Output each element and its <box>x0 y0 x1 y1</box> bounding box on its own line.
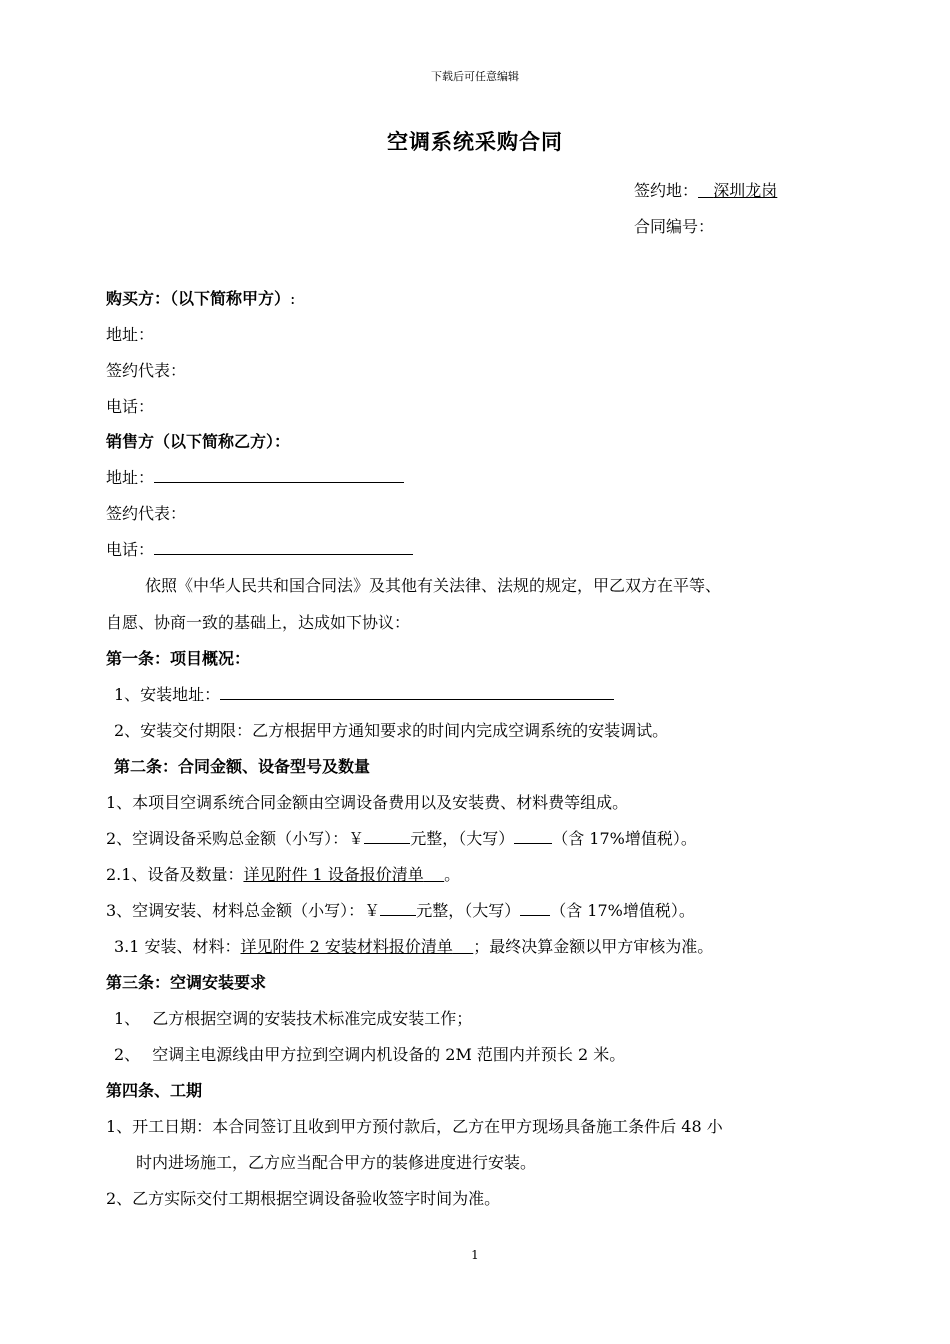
article-4-item-1-line-1: 1、开工日期：本合同签订且收到甲方预付款后，乙方在甲方现场具备施工条件后 48 小 <box>106 1117 723 1136</box>
buyer-heading: 购买方：（以下简称甲方）: <box>106 289 296 308</box>
sign-place-label: 签约地： <box>634 181 699 200</box>
sign-place <box>634 181 878 201</box>
seller-address-blank <box>154 468 404 483</box>
buyer-phone-label: 电话： <box>106 397 155 416</box>
intro-line-2: 自愿、协商一致的基础上，达成如下协议： <box>106 613 411 632</box>
page-number: 1 <box>471 1248 479 1262</box>
article-4-item-1-line-2: 时内进场施工，乙方应当配合甲方的装修进度进行安装。 <box>136 1153 537 1172</box>
article-2-item-3-1: 3.1 安装、材料：详见附件 2 安装材料报价清单 ；最终决算金额以甲方审核为准。 <box>114 937 714 956</box>
sign-place-value: 深圳龙岗 <box>713 181 778 200</box>
article-2-item-2-1: 2.1、设备及数量：详见附件 1 设备报价清单 。 <box>106 865 461 884</box>
attachment-2-ref: 详见附件 2 安装材料报价清单 <box>240 937 453 956</box>
install-amount-blank <box>380 901 416 916</box>
seller-rep-label: 签约代表： <box>106 504 187 523</box>
install-amount-words-blank <box>520 901 550 916</box>
document-title: 空调系统采购合同 <box>387 129 563 154</box>
article-3-item-1: 1、 乙方根据空调的安装技术标准完成安装工作； <box>114 1009 473 1028</box>
intro-line-1: 依照《中华人民共和国合同法》及其他有关法律、法规的规定，甲乙双方在平等、 <box>145 576 722 595</box>
buyer-rep-label: 签约代表： <box>106 361 187 380</box>
article-3-item-2: 2、 空调主电源线由甲方拉到空调内机设备的 2M 范围内并预长 2 米。 <box>114 1045 626 1064</box>
seller-heading: 销售方（以下简称乙方）： <box>106 432 291 451</box>
buyer-address-label: 地址： <box>106 325 155 344</box>
seller-address <box>106 468 404 488</box>
article-2-item-1: 1、本项目空调系统合同金额由空调设备费用以及安装费、材料费等组成。 <box>106 793 629 812</box>
article-3-heading: 第三条：空调安装要求 <box>106 973 267 992</box>
article-2-item-3: 3、空调安装、材料总金额（小写）：￥ 元整，（大写） （含 17%增值税）。 <box>106 901 695 920</box>
install-address-blank <box>220 685 614 700</box>
article-1-item-2: 2、安装交付期限：乙方根据甲方通知要求的时间内完成空调系统的安装调试。 <box>114 721 669 740</box>
article-1-item-1: 1、安装地址： <box>114 685 614 705</box>
header-note: 下载后可任意编辑 <box>431 70 519 83</box>
article-2-heading: 第二条：合同金额、设备型号及数量 <box>114 757 371 776</box>
contract-no-label: 合同编号： <box>634 217 715 236</box>
equipment-amount-words-blank <box>514 829 552 844</box>
seller-phone-label: 电话： <box>106 540 155 559</box>
article-4-item-2: 2、乙方实际交付工期根据空调设备验收签字时间为准。 <box>106 1189 501 1208</box>
seller-phone-blank <box>154 540 413 555</box>
article-2-item-2: 2、空调设备采购总金额（小写）：￥ 元整，（大写） （含 17%增值税）。 <box>106 829 697 848</box>
attachment-1-ref: 详见附件 1 设备报价清单 <box>243 865 424 884</box>
article-4-heading: 第四条、工期 <box>106 1081 203 1100</box>
seller-phone <box>106 540 413 560</box>
article-1-heading: 第一条：项目概况： <box>106 649 251 668</box>
equipment-amount-blank <box>364 829 410 844</box>
seller-address-label: 地址： <box>106 468 155 487</box>
